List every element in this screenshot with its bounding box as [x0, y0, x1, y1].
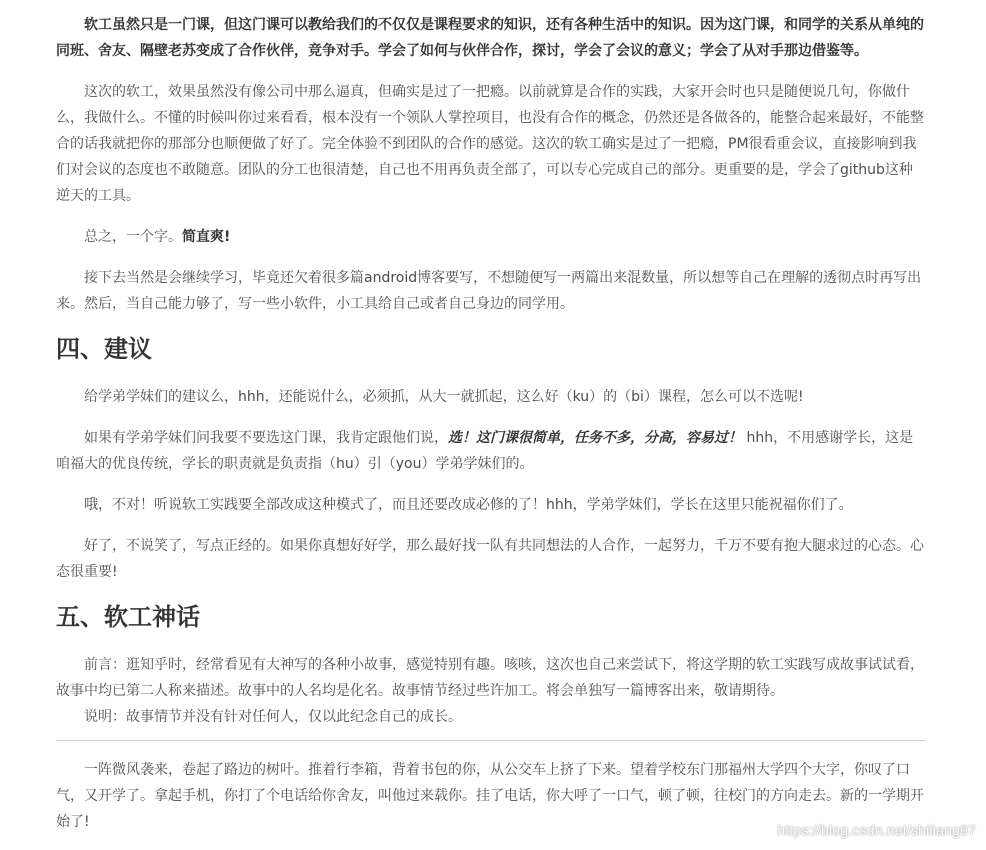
note-paragraph: 说明：故事情节并没有针对任何人，仅以此纪念自己的成长。 — [84, 709, 462, 725]
suggestion-2-emphasis: 选！这门课很简单，任务不多，分高，容易过！ — [448, 430, 742, 446]
practice-paragraph: 这次的软工，效果虽然没有像公司中那么逼真，但确实是过了一把瘾。以前就算是合作的实践，大家开会时也只是随便说几句，你做什么，我做什么。不懂的时候叫你过来看看，根本没有一个领队人掌控项目，也没有合作的概念，仍然还是各做各的，能整合起来最好，不能整合的话我就把你的那部分也顺便做了好了。完全体验不到团队的合作的感觉。这次的软工确实是过了一把瘾，PM很看重会议，直接影响到我们对会议的态度也不敢随意。团队的分工也很清楚，自己也不用再负责全部了，可以专心完成自己的部分。更重要的是，学会了github这种逆天的工具。 — [56, 84, 924, 204]
future-paragraph: 接下去当然是会继续学习，毕竟还欠着很多篇android博客要写，不想随便写一两篇出来混数量，所以想等自己在理解的透彻点时再写出来。然后，当自己能力够了，写一些小软件，小工具给自己或者自己身边的同学用。 — [56, 270, 922, 312]
article-body — [56, 12, 926, 850]
preface-paragraph: 前言：逛知乎时，经常看见有大神写的各种小故事，感觉特别有趣。咳咳，这次也自己来尝试下，将这学期的软工实践写成故事试试看，故事中均已第二人称来描述。故事中的人名均是化名。故事情节经过些许加工。将会单独写一篇博客出来，敬请期待。 — [56, 657, 924, 699]
suggestion-2-prefix: 如果有学弟学妹们问我要不要选这门课，我肯定跟他们说， — [84, 430, 448, 446]
watermark: https://blog.csdn.net/shiliang97 — [777, 822, 976, 838]
intro-paragraph: 软工虽然只是一门课，但这门课可以教给我们的不仅仅是课程要求的知识，还有各种生活中的知识。因为这门课，和同学的关系从单纯的同班、舍友、隔壁老苏变成了合作伙伴，竞争对手。学会了如何与伙伴合作，探讨，学会了会议的意义；学会了从对手那边借鉴等。 — [56, 17, 924, 59]
section-heading-myth: 五、软工神话 — [56, 603, 200, 631]
suggestion-2-suffix: hhh，不用感谢学长，这是咱福大的优良传统，学长的职责就是负责指（hu）引（you）学弟学妹们的。 — [56, 430, 914, 472]
story-paragraph: 一阵微风袭来，卷起了路边的树叶。推着行李箱，背着书包的你，从公交车上挤了下来。望着学校东门那福州大学四个大字，你叹了口气，又开学了。拿起手机，你打了个电话给你舍友，叫他过来载你。挂了电话，你大呼了一口气，顿了顿，往校门的方向走去。新的一学期开始了! — [56, 762, 924, 830]
suggestion-paragraph-3: 哦，不对！听说软工实践要全部改成这种模式了，而且还要改成必修的了！hhh，学弟学妹们，学长在这里只能祝福你们了。 — [84, 497, 853, 513]
summary-text: 总之，一个字。 — [84, 229, 182, 245]
suggestion-paragraph-2 — [56, 425, 926, 477]
divider — [56, 740, 926, 741]
summary-paragraph — [56, 224, 926, 250]
summary-bold-text: 简直爽! — [182, 229, 231, 245]
suggestion-paragraph-4: 好了，不说笑了，写点正经的。如果你真想好好学，那么最好找一队有共同想法的人合作，一起努力，千万不要有抱大腿求过的心态。心态很重要! — [56, 538, 924, 580]
section-heading-suggestion: 四、建议 — [56, 335, 152, 363]
suggestion-paragraph-1: 给学弟学妹们的建议么，hhh，还能说什么，必须抓，从大一就抓起，这么好（ku）的（bi）课程，怎么可以不选呢! — [84, 389, 804, 405]
